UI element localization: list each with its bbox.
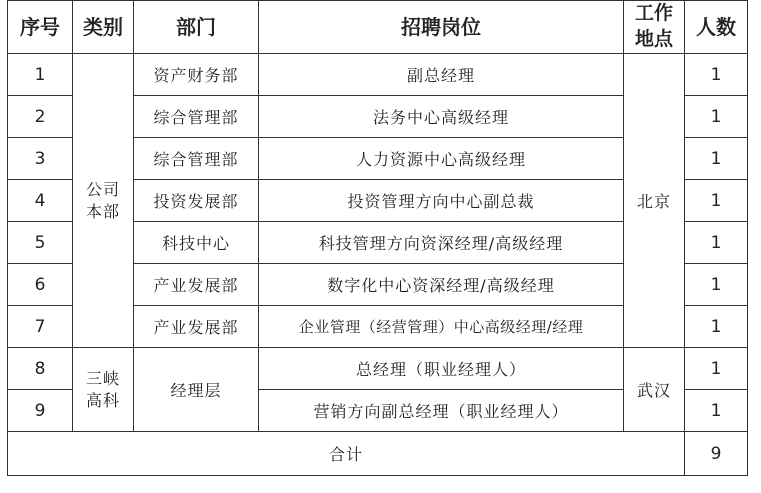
row-no: 8	[8, 348, 73, 390]
table-row	[8, 348, 748, 390]
row-no: 1	[8, 54, 73, 96]
row-position: 营销方向副总经理（职业经理人）	[259, 390, 624, 432]
category-line1: 三峡	[85, 368, 120, 388]
row-no: 2	[8, 96, 73, 138]
row-dept: 产业发展部	[134, 306, 259, 348]
header-location	[624, 1, 685, 54]
row-position: 企业管理（经营管理）中心高级经理/经理	[259, 306, 624, 348]
header-position: 招聘岗位	[259, 1, 624, 54]
row-count: 1	[685, 306, 748, 348]
row-count: 1	[685, 348, 748, 390]
row-dept: 产业发展部	[134, 264, 259, 306]
header-location-line2: 地点	[634, 28, 673, 50]
row-position: 投资管理方向中心副总裁	[259, 180, 624, 222]
row-dept: 经理层	[134, 348, 259, 432]
row-no: 7	[8, 306, 73, 348]
category-line2: 高科	[85, 390, 120, 410]
row-no: 3	[8, 138, 73, 180]
total-count: 9	[685, 432, 748, 476]
row-no: 6	[8, 264, 73, 306]
row-no: 9	[8, 390, 73, 432]
row-position: 副总经理	[259, 54, 624, 96]
recruitment-table-container	[7, 0, 748, 476]
row-dept: 投资发展部	[134, 180, 259, 222]
header-no: 序号	[8, 1, 73, 54]
row-count: 1	[685, 390, 748, 432]
row-position: 法务中心高级经理	[259, 96, 624, 138]
table-row	[8, 54, 748, 96]
row-dept: 科技中心	[134, 222, 259, 264]
total-row	[8, 432, 748, 476]
recruitment-table	[7, 0, 748, 476]
header-row	[8, 1, 748, 54]
row-count: 1	[685, 180, 748, 222]
row-position: 科技管理方向资深经理/高级经理	[259, 222, 624, 264]
category-cell-three-gorges	[73, 348, 134, 432]
row-count: 1	[685, 138, 748, 180]
row-dept: 资产财务部	[134, 54, 259, 96]
row-position: 总经理（职业经理人）	[259, 348, 624, 390]
row-position: 人力资源中心高级经理	[259, 138, 624, 180]
location-cell-beijing: 北京	[624, 54, 685, 348]
category-line1: 公司	[85, 179, 120, 199]
row-count: 1	[685, 96, 748, 138]
header-location-line1: 工作	[634, 2, 673, 25]
row-position: 数字化中心资深经理/高级经理	[259, 264, 624, 306]
total-label: 合计	[8, 432, 685, 476]
row-count: 1	[685, 54, 748, 96]
header-category: 类别	[73, 1, 134, 54]
category-cell-company-hq	[73, 54, 134, 348]
row-count: 1	[685, 264, 748, 306]
row-count: 1	[685, 222, 748, 264]
location-cell-wuhan: 武汉	[624, 348, 685, 432]
category-line2: 本部	[85, 201, 120, 221]
row-no: 4	[8, 180, 73, 222]
row-no: 5	[8, 222, 73, 264]
header-count: 人数	[685, 1, 748, 54]
header-department: 部门	[134, 1, 259, 54]
row-dept: 综合管理部	[134, 96, 259, 138]
row-dept: 综合管理部	[134, 138, 259, 180]
